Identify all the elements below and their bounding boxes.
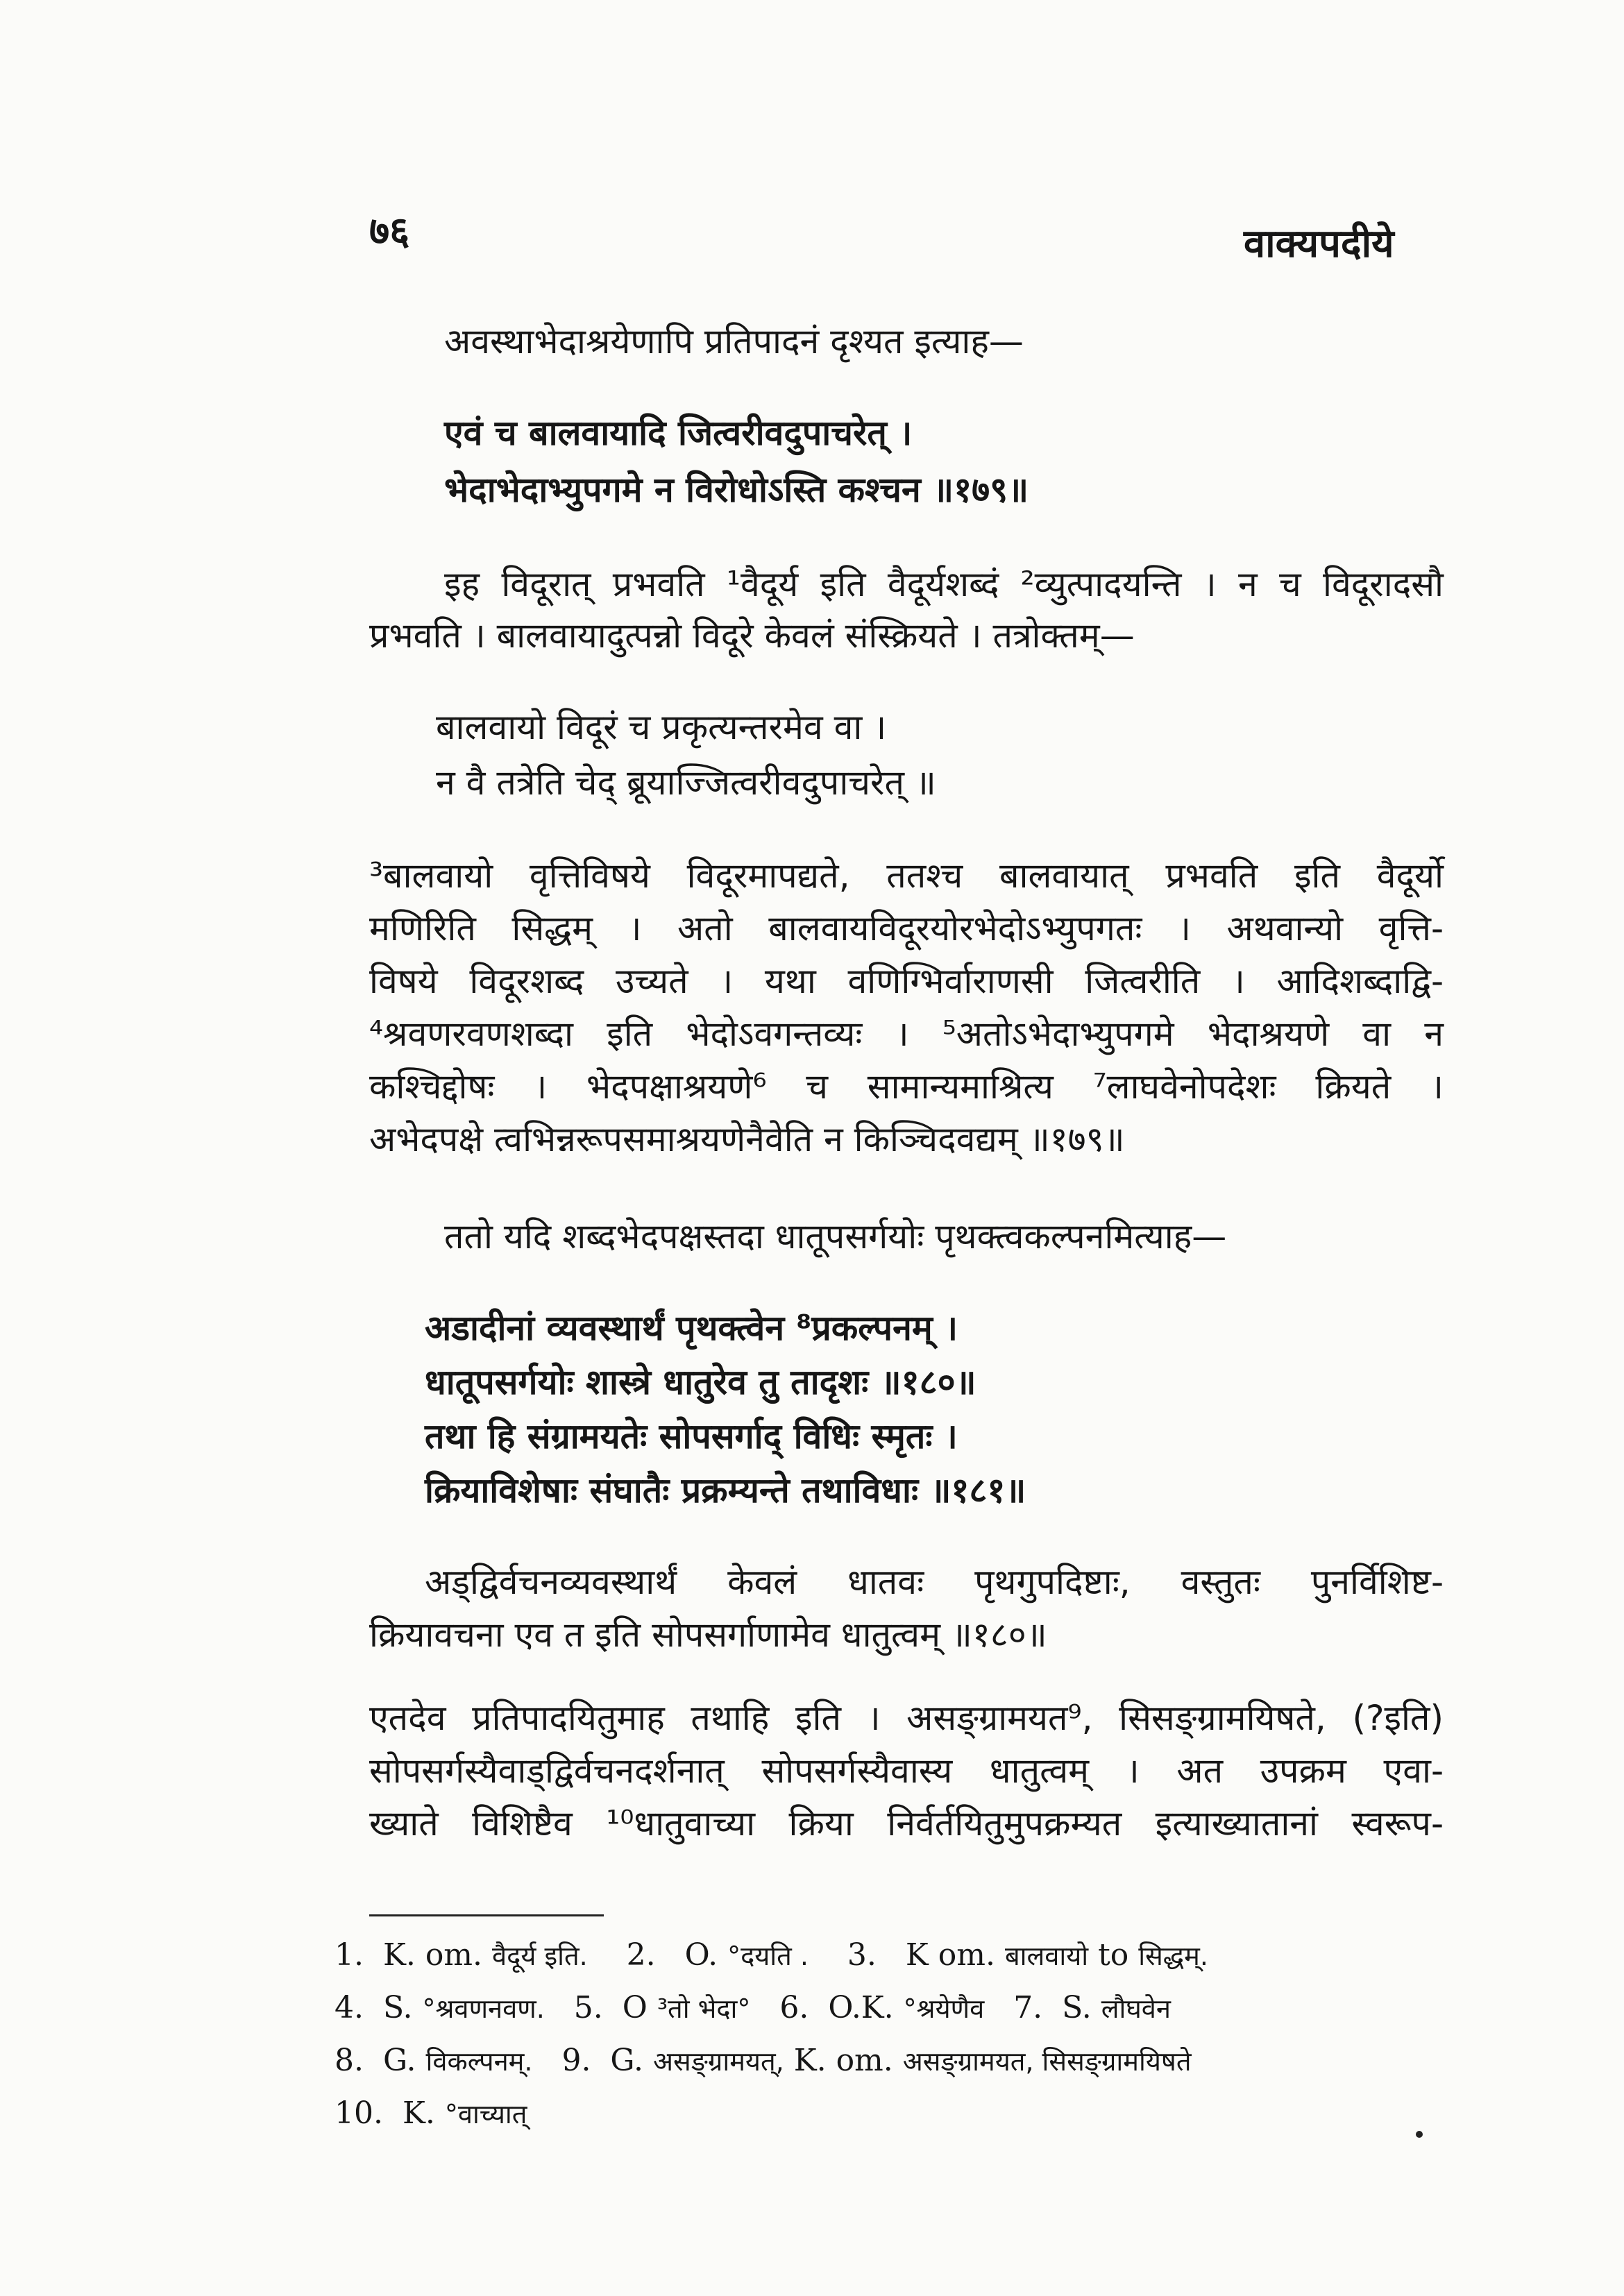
footnote-line: 4. S. °श्रवणनवण. 5. O ³तो भेदा° 6. O.K. °श्रयेणैव 7. S. लौघवेन: [335, 1990, 1172, 2025]
verse-181-line-b: क्रियाविशेषाः संघातैः प्रक्रम्यन्ते तथाविधाः ॥१८१॥: [425, 1470, 1026, 1511]
paragraph-line: मणिरिति सिद्धम् । अतो बालवायविदूरयोरभेदोऽभ्युपगतः । अथवान्यो वृत्ति-: [369, 908, 1444, 949]
quote-line: न वै तत्रेति चेद् ब्रूयाज्जित्वरीवदुपाचरेत् ॥: [436, 763, 936, 803]
intro-line: अवस्थाभेदाश्रयेणापि प्रतिपादनं दृश्यत इत्याह—: [444, 321, 1024, 362]
paragraph-line: अड्द्विर्वचनव्यवस्थार्थं केवलं धातवः पृथगुपदिष्टाः, वस्तुतः पुनर्विशिष्ट-: [425, 1562, 1444, 1602]
paragraph-line: प्रभवति । बालवायादुत्पन्नो विदूरे केवलं संस्क्रियते । तत्रोक्तम्—: [369, 615, 1135, 656]
running-title: वाक्यपदीये: [1244, 221, 1394, 266]
paragraph-line: कश्चिद्दोषः । भेदपक्षाश्रयणे⁶ च सामान्यमाश्रित्य ⁷लाघवेनोपदेशः क्रियते ।: [369, 1066, 1444, 1107]
verse-181-line-a: तथा हि संग्रामयतेः सोपसर्गाद् विधिः स्मृतः ।: [425, 1416, 958, 1456]
verse-179-line-a: एवं च बालवायादि जित्वरीवदुपाचरेत् ।: [444, 413, 913, 453]
footnote-line: 1. K. om. वैदूर्य इति. 2. O. °दयति . 3. K om. बालवायो to सिद्धम्.: [335, 1937, 1208, 1973]
paragraph-line: एतदेव प्रतिपादयितुमाह तथाहि इति । असङ्ग्रामयत⁹, सिसङ्ग्रामयिषते, (?इति): [369, 1698, 1444, 1738]
paragraph-line: ख्याते विशिष्टैव ¹⁰धातुवाच्या क्रिया निर्वर्तयितुमुपक्रम्यत इत्याख्यातानां स्वरूप-: [369, 1803, 1444, 1844]
intro-line: ततो यदि शब्दभेदपक्षस्तदा धातूपसर्गयोः पृथक्त्वकल्पनमित्याह—: [444, 1216, 1227, 1257]
footnote-line: 10. K. °वाच्यात्: [335, 2095, 527, 2131]
paragraph-line: क्रियावचना एव त इति सोपसर्गाणामेव धातुत्वम् ॥१८०॥: [369, 1615, 1047, 1655]
paragraph-line: अभेदपक्षे त्वभिन्नरूपसमाश्रयणेनैवेति न किञ्चिदवद्यम् ॥१७९॥: [369, 1119, 1125, 1159]
ink-dot: [1416, 2131, 1423, 2138]
paragraph-line: सोपसर्गस्यैवाड्द्विर्वचनदर्शनात् सोपसर्गस्यैवास्य धातुत्वम् । अत उपक्रम एवा-: [369, 1751, 1444, 1791]
paragraph-line: विषये विदूरशब्द उच्यते । यथा वणिग्भिर्वाराणसी जित्वरीति । आदिशब्दाद्वि-: [369, 961, 1444, 1001]
footnote-line: 8. G. विकल्पनम्. 9. G. असङ्ग्रामयत्, K. om. असङ्ग्रामयत, सिसङ्ग्रामयिषते: [335, 2043, 1192, 2078]
footnote-rule: [369, 1914, 604, 1916]
paragraph-line: ⁴श्रवणरवणशब्दा इति भेदोऽवगन्तव्यः । ⁵अतोऽभेदाभ्युपगमे भेदाश्रयणे वा न: [369, 1014, 1444, 1054]
verse-180-line-a: अडादीनां व्यवस्थार्थं पृथक्त्वेन ⁸प्रकल्पनम् ।: [425, 1308, 958, 1348]
quote-line: बालवायो विदूरं च प्रकृत्यन्तरमेव वा ।: [436, 707, 887, 747]
paragraph-line: ³बालवायो वृत्तिविषये विदूरमापद्यते, ततश्च बालवायात् प्रभवति इति वैदूर्यो: [369, 856, 1444, 896]
paragraph-line: इह विदूरात् प्रभवति ¹वैदूर्य इति वैदूर्यशब्दं ²व्युत्पादयन्ति । न च विदूरादसौ: [444, 564, 1444, 604]
verse-179-line-b: भेदाभेदाभ्युपगमे न विरोधोऽस्ति कश्चन ॥१७९॥: [444, 470, 1029, 510]
verse-180-line-b: धातूपसर्गयोः शास्त्रे धातुरेव तु तादृशः ॥१८०॥: [425, 1362, 976, 1402]
page-number: ७६: [369, 209, 410, 254]
